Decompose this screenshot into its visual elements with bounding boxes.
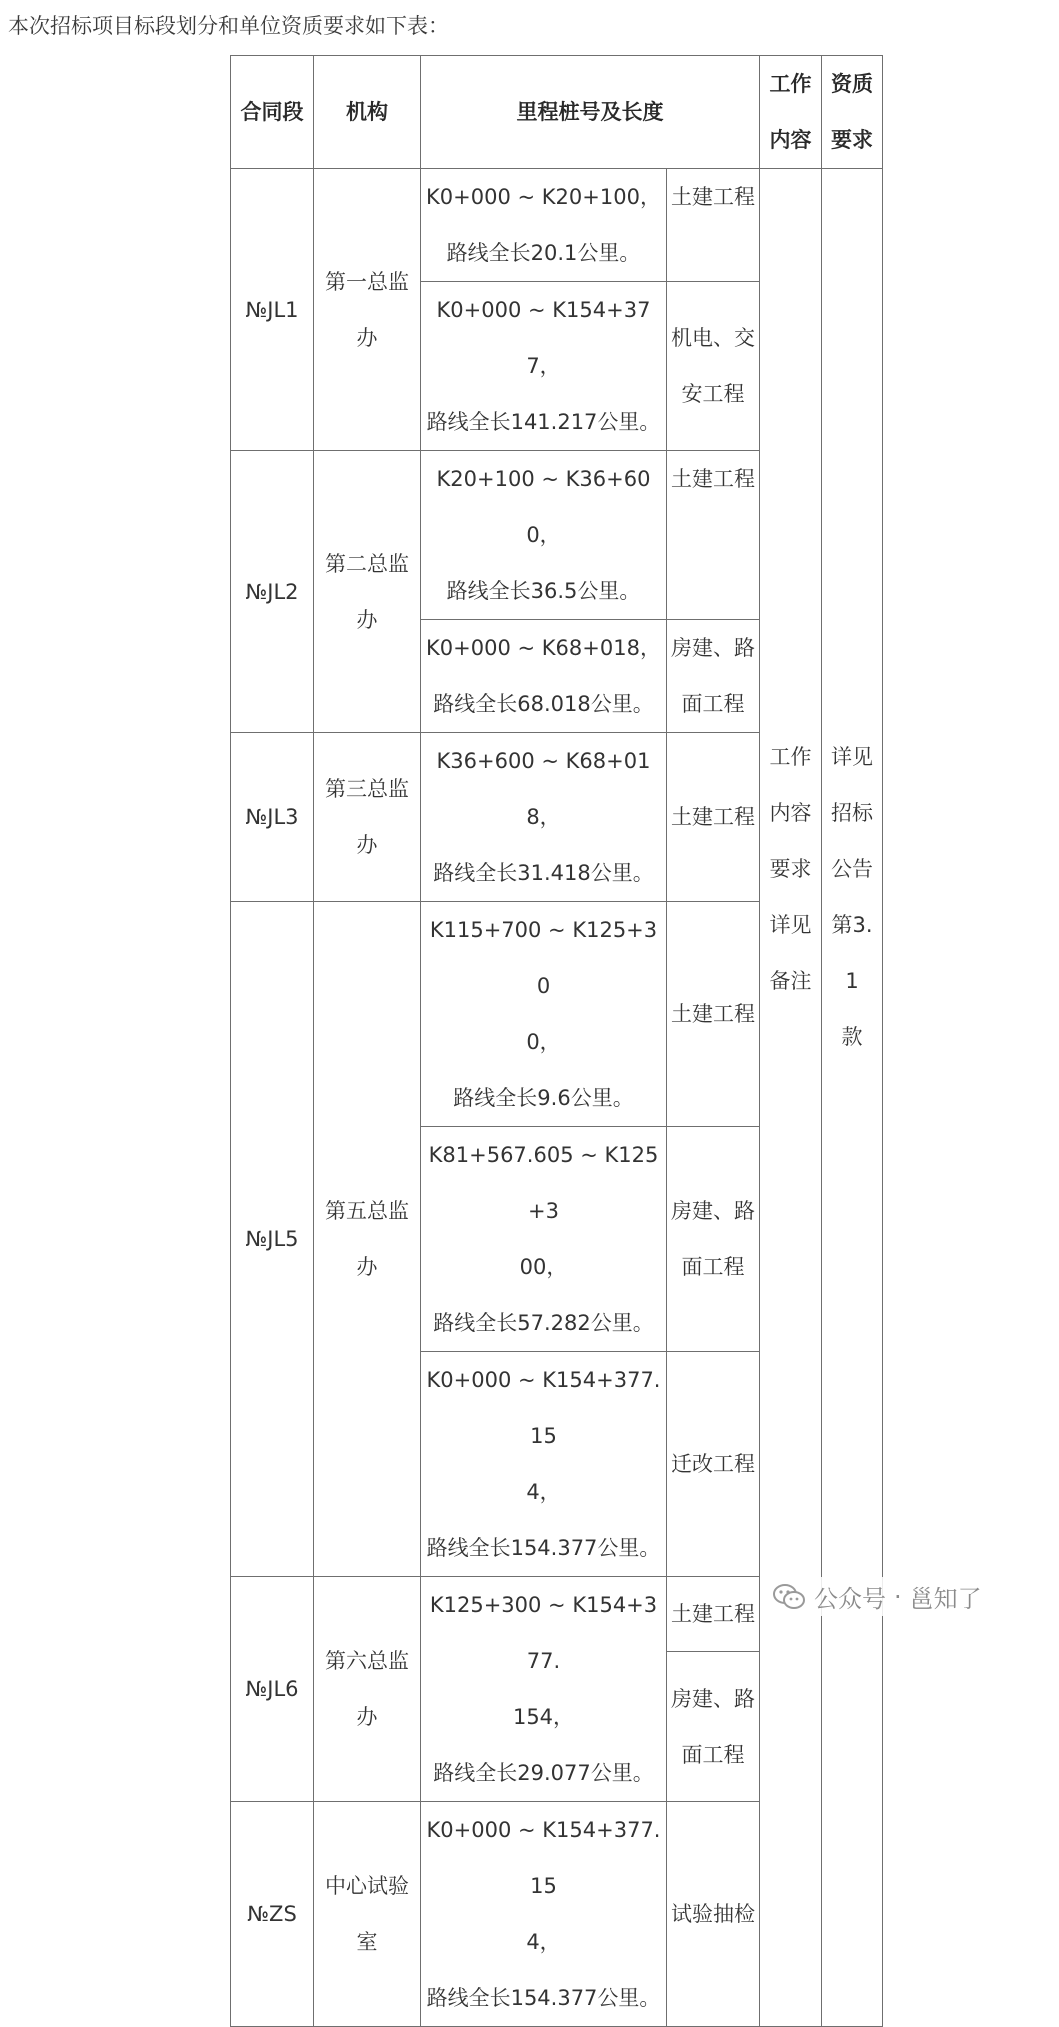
org-line: 办 (356, 833, 378, 857)
mileage-cell (421, 902, 667, 1127)
work-content-line: 要求 (769, 857, 812, 881)
mileage-line: 4， (526, 1480, 561, 1504)
work-type-line: 房建、路 (671, 1199, 755, 1223)
mileage-line: K0+000 ~ K154+377.15 (426, 1818, 661, 1898)
org-cell (314, 169, 421, 451)
header-work-line: 工作 (769, 72, 812, 96)
mileage-cell (421, 451, 667, 620)
mileage-cell (421, 1352, 667, 1577)
mileage-line: K0+000 ~ K20+100， (426, 185, 661, 209)
work-type-line: 土建工程 (671, 1602, 755, 1627)
org-line: 办 (356, 325, 378, 350)
mileage-line: K0+000 ~ K154+377， (436, 298, 651, 378)
work-type-line: 土建工程 (671, 805, 755, 829)
header-work-line: 内容 (769, 128, 812, 152)
contract-cell: №JL2 (231, 451, 314, 733)
mileage-line: 154， (512, 1705, 575, 1729)
header-contract: 合同段 (231, 56, 314, 169)
watermark-account: 邕知了 (909, 1585, 982, 1613)
work-type-cell (667, 169, 760, 282)
qualification-line: 公告 (831, 857, 873, 881)
org-line: 室 (356, 1930, 378, 1954)
mileage-line: 路线全长31.418公里。 (433, 861, 654, 885)
qualification-line: 招标 (831, 801, 873, 825)
work-type-line: 土建工程 (671, 1002, 755, 1026)
mileage-line: K81+567.605 ~ K125+3 (428, 1143, 659, 1223)
work-type-line: 房建、路 (671, 636, 755, 660)
contract-cell: №JL6 (231, 1577, 314, 1802)
work-type-line: 面工程 (681, 1742, 745, 1767)
org-line: 第二总监 (325, 551, 409, 576)
work-type-line: 试验抽检 (671, 1902, 755, 1926)
header-work-content (760, 56, 822, 169)
org-cell (314, 733, 421, 902)
wechat-watermark (768, 1577, 986, 1616)
mileage-line: K20+100 ~ K36+600， (436, 467, 651, 547)
contract-cell: №JL5 (231, 902, 314, 1577)
work-content-line: 工作 (769, 745, 812, 769)
work-type-line: 房建、路 (671, 1686, 755, 1711)
header-qual-line: 资质 (831, 72, 873, 96)
qualification-line: 第3.1 (831, 913, 873, 993)
header-row (231, 56, 883, 169)
work-type-line: 安工程 (681, 382, 745, 406)
work-type-cell (667, 1652, 760, 1802)
header-qualification (822, 56, 883, 169)
org-cell (314, 1577, 421, 1802)
header-qual-line: 要求 (831, 128, 873, 152)
mileage-line: K0+000 ~ K68+018， (426, 636, 661, 660)
org-line: 办 (356, 1255, 378, 1279)
mileage-line: 路线全长20.1公里。 (446, 241, 641, 265)
qualification-line: 款 (841, 1025, 863, 1049)
contract-cell: №JL1 (231, 169, 314, 451)
org-line: 第六总监 (325, 1649, 409, 1673)
org-line: 办 (356, 1705, 378, 1729)
mileage-line: 路线全长68.018公里。 (433, 692, 654, 716)
work-type-line: 面工程 (681, 692, 745, 716)
mileage-line: 路线全长29.077公里。 (433, 1761, 654, 1785)
watermark-source: 公众号 (814, 1585, 886, 1613)
work-type-line: 土建工程 (671, 185, 755, 209)
contract-cell: №ZS (231, 1802, 314, 2027)
work-type-cell (667, 282, 760, 451)
watermark-dot: · (894, 1582, 902, 1611)
work-type-cell (667, 733, 760, 902)
work-type-line: 土建工程 (671, 467, 755, 491)
mileage-line: 路线全长141.217公里。 (426, 410, 661, 434)
work-type-line: 机电、交 (671, 326, 755, 350)
org-cell (314, 1802, 421, 2027)
org-line: 第三总监 (325, 777, 409, 801)
org-line: 第五总监 (325, 1199, 409, 1223)
work-content-line: 内容 (769, 801, 812, 825)
work-type-cell (667, 1802, 760, 2027)
mileage-line: 4， (526, 1930, 561, 1954)
mileage-cell (421, 620, 667, 733)
work-content-cell (760, 169, 822, 2027)
mileage-line: 路线全长9.6公里。 (453, 1086, 634, 1110)
mileage-cell (421, 1127, 667, 1352)
mileage-cell (421, 1802, 667, 2027)
work-content-line: 详见 (769, 913, 812, 937)
org-line: 中心试验 (325, 1874, 409, 1898)
mileage-line: 路线全长36.5公里。 (446, 579, 641, 603)
qualification-line: 详见 (831, 745, 873, 769)
mileage-line: K115+700 ~ K125+30 (429, 918, 658, 998)
mileage-line: 00， (519, 1255, 568, 1279)
work-type-cell (667, 1127, 760, 1352)
work-type-cell (667, 1577, 760, 1652)
mileage-cell (421, 169, 667, 282)
bid-sections-table (230, 55, 883, 2027)
org-line: 办 (356, 607, 378, 632)
table-row (231, 169, 883, 282)
mileage-line: K36+600 ~ K68+018， (436, 749, 651, 829)
mileage-cell (421, 733, 667, 902)
contract-cell: №JL3 (231, 733, 314, 902)
qualification-cell (822, 169, 883, 2027)
mileage-line: 路线全长154.377公里。 (426, 1536, 661, 1560)
work-type-cell (667, 620, 760, 733)
mileage-line: K125+300 ~ K154+377. (429, 1593, 658, 1673)
mileage-line: 0， (526, 1030, 561, 1054)
wechat-icon (772, 1583, 806, 1611)
mileage-line: 路线全长154.377公里。 (426, 1986, 661, 2010)
header-org: 机构 (314, 56, 421, 169)
work-type-cell (667, 1352, 760, 1577)
org-cell (314, 902, 421, 1577)
mileage-line: K0+000 ~ K154+377.15 (426, 1368, 661, 1448)
mileage-cell (421, 1577, 667, 1802)
mileage-cell (421, 282, 667, 451)
work-content-line: 备注 (769, 969, 812, 993)
intro-text: 本次招标项目标段划分和单位资质要求如下表： (8, 14, 449, 38)
mileage-line: 路线全长57.282公里。 (433, 1311, 654, 1335)
work-type-cell (667, 902, 760, 1127)
org-cell (314, 451, 421, 733)
work-type-line: 迁改工程 (671, 1452, 755, 1476)
work-type-line: 面工程 (681, 1255, 745, 1279)
work-type-cell (667, 451, 760, 620)
org-line: 第一总监 (325, 269, 409, 294)
header-mileage: 里程桩号及长度 (421, 56, 760, 169)
